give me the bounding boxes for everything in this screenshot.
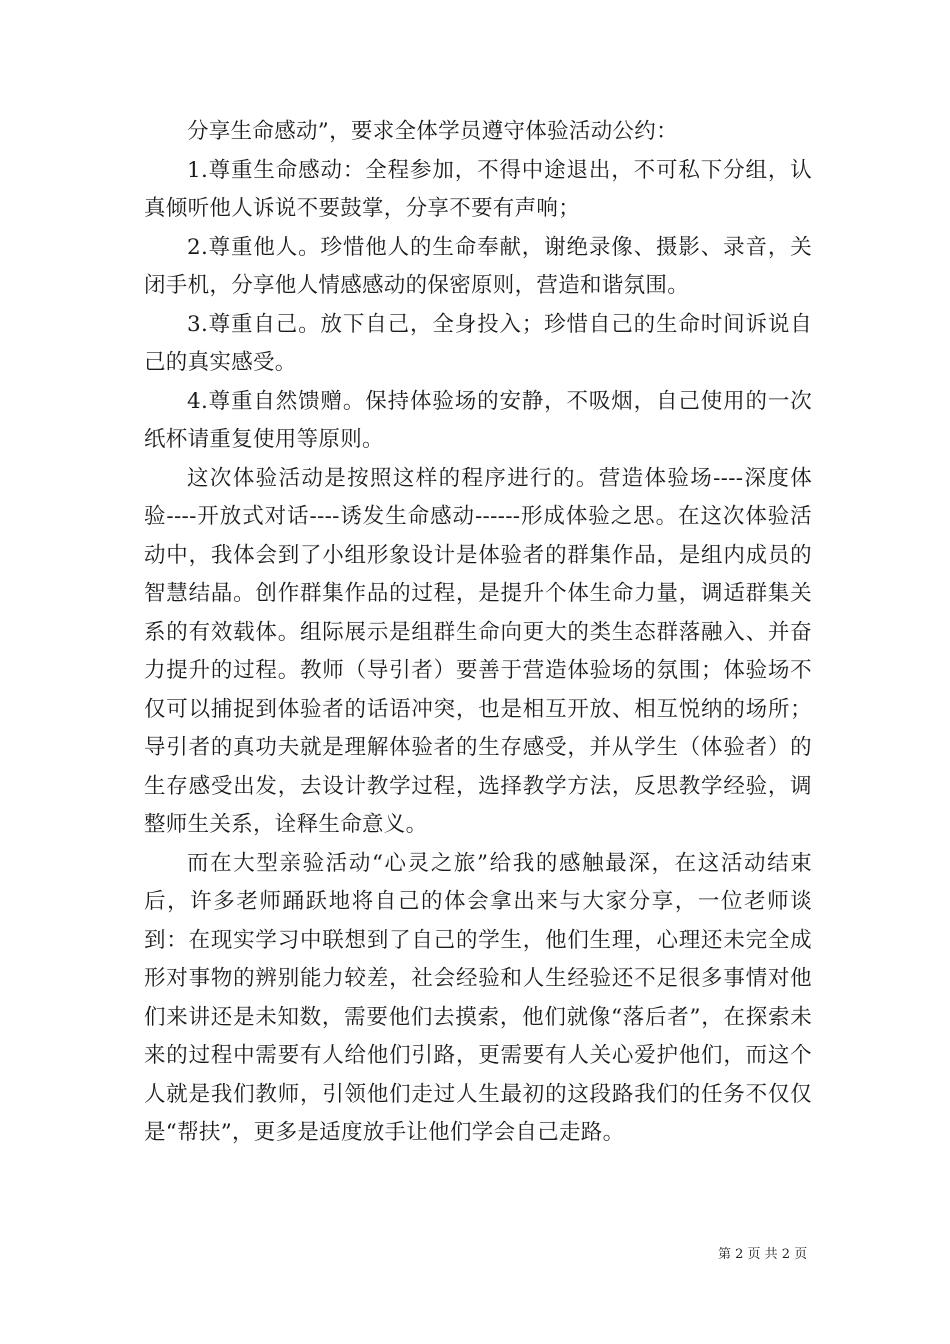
paragraph-rule-4: 4.尊重自然馈赠。保持体验场的安静，不吸烟，自己使用的一次纸杯请重复使用等原则。 — [144, 388, 812, 452]
page-number-footer: 第 2 页 共 2 页 — [718, 1247, 808, 1262]
document-body — [144, 113, 812, 1153]
paragraph-rule-3: 3.尊重自己。放下自己，全身投入；珍惜自己的生命时间诉说自己的真实感受。 — [144, 311, 812, 375]
paragraph-intro: 分享生命感动”，要求全体学员遵守体验活动公约： — [187, 119, 678, 144]
paragraph-rule-1: 1.尊重生命感动：全程参加，不得中途退出，不可私下分组，认真倾听他人诉说不要鼓掌，分享不要有声响； — [144, 157, 812, 221]
paragraph-process: 这次体验活动是按照这样的程序进行的。营造体验场----深度体验----开放式对话----诱发生命感动------形成体验之思。在这次体验活动中，我体会到了小组形象设计是体验者的群集作品，是组内成员的智慧结晶。创作群集作品的过程，是提升个体生命力量，调适群集关系的有效载体。组际展示是组群生命向更大的类生态群落融入、并奋力提升的过程。教师（导引者）要善于营造体验场的氛围；体验场不仅可以捕捉到体验者的话语冲突，也是相互开放、相互悦纳的场所；导引者的真功夫就是理解体验者的生存感受，并从学生（体验者）的生存感受出发，去设计教学过程，选择教学方法，反思教学经验，调整师生关系，诠释生命意义。 — [144, 465, 812, 837]
paragraph-rule-2: 2.尊重他人。珍惜他人的生命奉献，谢绝录像、摄影、录音，关闭手机，分享他人情感感动的保密原则，营造和谐氛围。 — [144, 234, 812, 298]
paragraph-reflection: 而在大型亲验活动“心灵之旅”给我的感触最深，在这活动结束后，许多老师踊跃地将自己的体会拿出来与大家分享，一位老师谈到：在现实学习中联想到了自己的学生，他们生理，心理还未完全成形对事物的辨别能力较差，社会经验和人生经验还不足很多事情对他们来讲还是未知数，需要他们去摸索，他们就像“落后者”，在探索未来的过程中需要有人给他们引路，更需要有人关心爱护他们，而这个人就是我们教师，引领他们走过人生最初的这段路我们的任务不仅仅是“帮扶”，更多是适度放手让他们学会自己走路。 — [144, 850, 812, 1145]
